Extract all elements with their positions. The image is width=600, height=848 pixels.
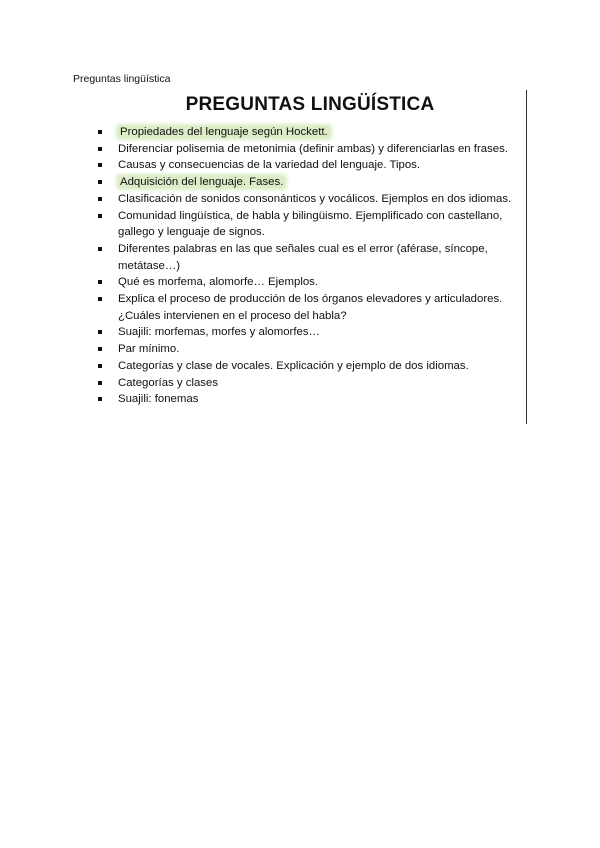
list-item [95,208,525,241]
list-item [95,174,525,191]
list-item [95,241,525,274]
page-header: Preguntas lingüística [73,73,171,85]
question-list [95,124,525,408]
square-bullet-icon [98,147,102,151]
item-text: metátase…) [118,259,181,272]
square-bullet-icon [98,247,102,251]
item-text: Categorías y clases [118,376,219,389]
list-item [95,341,525,358]
list-item [95,391,525,408]
document-body [95,90,525,408]
item-text: Causas y consecuencias de la variedad del lenguaje. Tipos. [118,159,421,172]
item-text: Qué es morfema, alomorfe… Ejemplos. [118,276,319,289]
square-bullet-icon [98,347,102,351]
item-text: Diferenciar polisemia de metonimia (definir ambas) y diferenciarlas en frases. [118,142,508,155]
square-bullet-icon [98,381,102,385]
list-item [95,141,525,158]
square-bullet-icon [98,130,102,134]
square-bullet-icon [98,330,102,334]
list-item [95,375,525,392]
list-item [95,191,525,208]
item-text: Clasificación de sonidos consonánticos y vocálicos. Ejemplos en dos idiomas. [118,192,512,205]
square-bullet-icon [98,214,102,218]
item-text: Suajili: morfemas, morfes y alomorfes… [118,326,320,339]
list-item [95,124,525,141]
item-text: ¿Cuáles intervienen en el proceso del habla? [118,309,347,322]
item-text: Comunidad lingüística, de habla y bilingüismo. Ejemplificado con castellano, [118,209,503,222]
square-bullet-icon [98,280,102,284]
item-text: Diferentes palabras en las que señales cual es el error (aférase, síncope, [118,242,488,255]
list-item [95,157,525,174]
vertical-rule [526,90,527,424]
highlighted-item-text: Propiedades del lenguaje según Hockett. [120,126,328,138]
list-item [95,291,525,324]
square-bullet-icon [98,397,102,401]
item-text: gallego y lenguaje de signos. [118,226,265,239]
square-bullet-icon [98,197,102,201]
item-text: Suajili: fonemas [118,393,199,406]
square-bullet-icon [98,163,102,167]
document-title: PREGUNTAS LINGÜÍSTICA [185,94,435,115]
square-bullet-icon [98,364,102,368]
list-item [95,274,525,291]
item-text: Categorías y clase de vocales. Explicación y ejemplo de dos idiomas. [118,359,469,372]
highlighted-item-text: Adquisición del lenguaje. Fases. [120,176,284,189]
item-text: Par mínimo. [118,343,180,356]
square-bullet-icon [98,297,102,301]
item-text: Explica el proceso de producción de los órganos elevadores y articuladores. [118,293,503,306]
square-bullet-icon [98,180,102,184]
list-item [95,358,525,375]
list-item [95,324,525,341]
